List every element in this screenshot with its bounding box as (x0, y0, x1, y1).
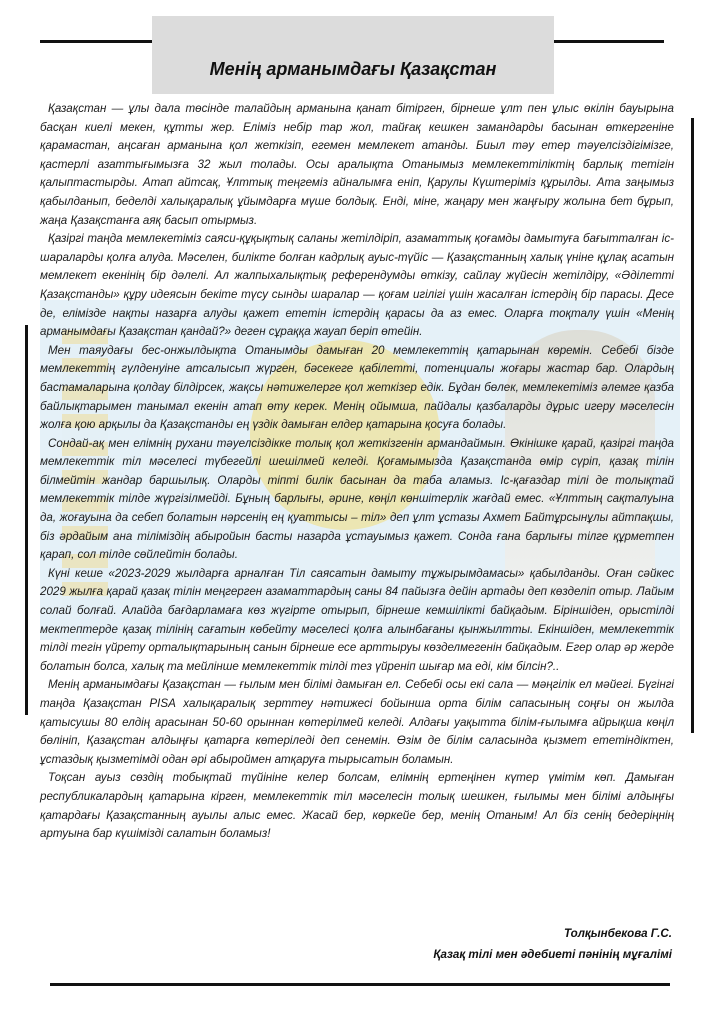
paragraph: Сондай-ақ мен елімнің рухани тәуелсіздікке толық қол жеткізгенін армандаймын. Өкінішке қарай, қазіргі таңда мемлекеттік тіл мәселесі түбегейлі шешілмей келеді. Қоғамымызда Қазақстанда өмір сүріп, қазақ тілін білмейтін жандар баршылық. Оларды тіпті билік басынан да таба аламыз. Іс-қағаздар тілі де толықтай мемлекеттік тілде жүргізілмейді. Бұның барлығы, әрине, көңіл көншітерлік жағдай емес. «Ұлттың сақталуына да, жоғауына да себеп болатын нәрсенің ең қуаттысы – тіл» деп ұлт ұстазы Ахмет Байтұрсынұлы айтпақшы, біз әрдайым ана тіліміздің абыройын басты назарда ұстауымыз қажет. Сонда ғана барлығы тілге құрметпен қарап, сол тілде сөйлейтін болады. (40, 436, 674, 562)
paragraph: Қазақстан — ұлы дала төсінде талайдың арманына қанат бітірген, бірнеше ұлт пен ұлыс өкілін бауырына басқан киелі мекен, құтты жер. Еліміз небір тар жол, тайғақ кешкен замандарды басынан өткергеніне қарамастан, аңсаған арманына қол жеткізіп, егемен мемлекет атанды. Биыл тәу етер тәуелсіздігімізге, қастерлі азаттығымызға 32 жыл толады. Осы аралықта Отанымыз мемлекеттіліктің барлық тетігін қалыптастырды. Атап айтсақ, Ұлттық теңгеміз айналымға еніп, Қарулы Күштеріміз құрылды. Ата заңымыз қабылданып, беделді халықаралық ұйымдарға мүше болдық. Енді, міне, жаңару мен жаңғыру жолына бет бұрып, жаңа Қазақстанға аяқ басып отырмыз. (40, 102, 674, 227)
left-vertical-rule (25, 325, 28, 715)
bottom-rule (50, 983, 670, 986)
right-vertical-rule (691, 118, 694, 733)
author-name: Толқынбекова Г.С. (563, 927, 672, 940)
paragraph: Күні кеше «2023-2029 жылдарға арналған Тіл саясатын дамыту тұжырымдамасы» қабылданды. Оған сәйкес 2029 жылға қарай қазақ тілін меңгерген азаматтардың саны 84 пайызға дейін артады деп көзделіп отыр. Лайым солай болғай. Алайда бағдарламаға көз жүгірте отырып, бірнеше кемшілікті байқадым. Біріншіден, орыстілді мектептерде қазақ тілінің сағатын көбейту мәселесі қолға алынбағаны қынжылтты. Екіншіден, мемлекеттік тілді тегін үйрету орталықтарының санын бірнеше есе арттыруы көзделмегенін байқадым. Егер олар әр жерде болатын болса, халық та мейлінше мемлекеттік тілді тез үйреніп шығар ма еді, кім білсін?.. (40, 566, 674, 673)
paragraph: Қазіргі таңда мемлекетіміз саяси-құқықтық саланы жетілдіріп, азаматтық қоғамды дамытуға бағытталған іс-шараларды қолға алуда. Мәселен, билікте болған кадрлық ауыс-түйіс — Қазақстанның халық үніне құлақ асатын мемлекет екенінің бір дәлелі. Ал жалпыхалықтық референдумды өткізу, сайлау жүйесін жетілдіру, «Әділетті Қазақстанды» құру идеясын бекіте түсу сынды шаралар — қоғам игілігі үшін жасалған істердің бір парасы. Десе де, елімізде нақты назарға алуды қажет ететін істердің қарасы да аз емес. Оларға тоқталу үшін «Менің арманымдағы Қазақстан қандай?» деген сұраққа жауап беріп өтейін. (40, 232, 674, 339)
author-position: Қазақ тілі мен әдебиеті пәнінің мұғалімі (433, 948, 672, 961)
page-title: Менің арманымдағы Қазақстан (209, 58, 497, 79)
article-body (40, 100, 674, 844)
paragraph: Менің арманымдағы Қазақстан — ғылым мен білімі дамыған ел. Себебі осы екі сала — мәңгілік ел мәйегі. Бүгінгі таңда Қазақстан PISA халықаралық зерттеу нәтижесі бойынша орта білім сапасының соңғы он жылда қатысушы 80 елдің арасынан 50-60 орыннан көтерілмей келеді. Алдағы уақытта білім-ғылымға айрықша көңіл бөлініп, Қазақстан алдыңғы қатарға көтеріледі деп сенемін. Өзім де білім саласында қызмет ететіндіктен, ұстаздық қызметімді одан әрі абыроймен атқаруға тырысатын боламын. (40, 678, 674, 766)
paragraph: Мен таяудағы бес-онжылдықта Отанымды дамыған 20 мемлекеттің қатарынан көремін. Себебі бізде мемлекеттің гүлденуіне атсалысып жүрген, бәсекеге қабілетті, потенциалы жоғары жастар бар. Олардың бастамаларына қолдау білдірсек, жақсы нәтижелерге қол жеткізер едік. Бұдан бөлек, мемлекетіміз әлемге қазба байлықтарымен танымал екенін атап өту керек. Менің ойымша, пайдалы қазбаларды дұрыс игеру мәселесін жолға қою арқылы да Қазақстанды ең үздік дамыған елдер қатарына қосуға болады. (40, 343, 674, 432)
title-banner (152, 16, 554, 94)
paragraph: Тоқсан ауыз сөздің тобықтай түйініне келер болсам, елімнің ертеңінен күтер үмітім көп. Дамыған республикалардың қатарына кірген, мемлекеттік тіл мәселесін толық шешкен, ғылымы мен білімі алдыңғы қатардағы Қазақстанның ауылы алыс емес. Жасай бер, көркейе бер, менің Отаным! Ал біз сенің бедеріңнің артуына бар күшімізді салатын боламыз! (40, 771, 674, 841)
author-signature (433, 923, 672, 965)
